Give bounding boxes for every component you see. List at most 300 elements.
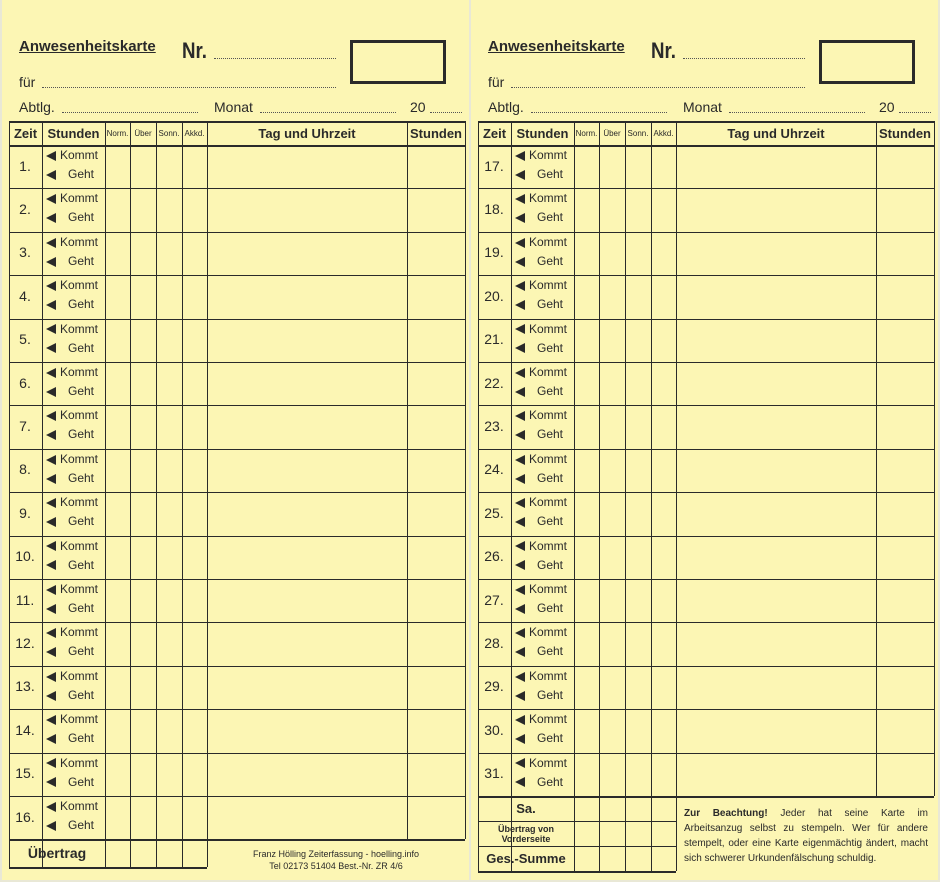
- column-divider: [407, 121, 408, 839]
- day-number: 12.: [15, 635, 35, 652]
- header-ueber: Über: [603, 128, 621, 138]
- column-divider: [676, 121, 677, 871]
- column-divider: [9, 121, 10, 867]
- kommt-label: Kommt: [60, 451, 99, 466]
- geht-stamp: [46, 775, 94, 789]
- geht-label: Geht: [537, 731, 564, 746]
- arrow-left-icon: [46, 194, 56, 204]
- day-number: 23.: [484, 418, 504, 435]
- kommt-stamp: [46, 408, 98, 422]
- arrow-left-icon: [515, 238, 525, 248]
- uebertrag-vorderseite-label: Übertrag von Vorderseite: [497, 823, 554, 844]
- time-grid-left: [9, 121, 465, 872]
- column-divider: [511, 121, 512, 871]
- kommt-stamp: [46, 582, 98, 596]
- arrow-left-icon: [46, 777, 56, 787]
- geht-label: Geht: [537, 427, 564, 442]
- nr-line[interactable]: [683, 58, 805, 59]
- arrow-left-icon: [46, 170, 56, 180]
- header-ueber: Über: [134, 128, 152, 138]
- header-akkd: Akkd.: [184, 128, 205, 138]
- day-row[interactable]: [9, 362, 465, 405]
- geht-stamp: [515, 297, 563, 311]
- header-tag-uhrzeit: Tag und Uhrzeit: [258, 125, 356, 141]
- geht-stamp: [46, 167, 94, 181]
- day-number: 18.: [484, 201, 504, 218]
- header-stunden-right: Stunden: [410, 125, 462, 141]
- header-akkd: Akkd.: [653, 128, 674, 138]
- column-divider: [182, 121, 183, 867]
- geht-label: Geht: [537, 297, 564, 312]
- arrow-left-icon: [515, 758, 525, 768]
- arrow-left-icon: [515, 672, 525, 682]
- kommt-stamp: [515, 495, 567, 509]
- geht-label: Geht: [68, 731, 95, 746]
- day-number: 8.: [19, 461, 31, 478]
- geht-label: Geht: [537, 340, 564, 355]
- day-row[interactable]: [478, 622, 934, 665]
- arrow-left-icon: [515, 628, 525, 638]
- arrow-left-icon: [46, 213, 56, 223]
- kommt-stamp: [515, 235, 567, 249]
- arrow-left-icon: [46, 734, 56, 744]
- arrow-left-icon: [46, 368, 56, 378]
- attendance-card-back: [471, 0, 938, 880]
- kommt-label: Kommt: [529, 365, 568, 379]
- kommt-label: Kommt: [529, 451, 568, 466]
- day-number: 19.: [484, 244, 504, 261]
- nr-box[interactable]: [350, 40, 446, 84]
- day-row[interactable]: [9, 536, 465, 579]
- arrow-left-icon: [515, 647, 525, 657]
- column-divider: [156, 121, 157, 867]
- kommt-stamp: [46, 148, 98, 162]
- arrow-left-icon: [515, 715, 525, 725]
- fuer-line[interactable]: [42, 87, 336, 88]
- geht-label: Geht: [537, 557, 564, 572]
- geht-label: Geht: [68, 384, 95, 398]
- geht-stamp: [46, 297, 94, 311]
- fuer-label: für: [19, 74, 36, 90]
- fuer-label: für: [488, 74, 505, 90]
- geht-label: Geht: [537, 384, 564, 398]
- kommt-label: Kommt: [529, 234, 568, 249]
- day-row[interactable]: [9, 492, 465, 535]
- geht-label: Geht: [537, 253, 564, 268]
- monat-line[interactable]: [729, 112, 865, 113]
- arrow-left-icon: [515, 387, 525, 397]
- header-zeit: Zeit: [482, 125, 507, 141]
- day-row[interactable]: [478, 536, 934, 579]
- year-prefix: 20: [879, 99, 895, 115]
- kommt-stamp: [46, 495, 98, 509]
- day-number: 16.: [15, 808, 35, 825]
- arrow-left-icon: [46, 455, 56, 465]
- arrow-left-icon: [515, 585, 525, 595]
- geht-stamp: [46, 818, 94, 832]
- column-divider: [651, 121, 652, 871]
- geht-label: Geht: [68, 687, 95, 702]
- geht-stamp: [515, 341, 563, 355]
- kommt-label: Kommt: [60, 278, 99, 293]
- header-norm: Norm.: [106, 128, 129, 138]
- geht-stamp: [515, 688, 563, 702]
- kommt-stamp: [46, 452, 98, 466]
- kommt-label: Kommt: [60, 234, 99, 249]
- header-zeit: Zeit: [13, 125, 38, 141]
- header-sonn: Sonn.: [627, 128, 649, 138]
- company-line2: Tel 02173 51404 Best.-Nr. ZR 4/6: [269, 861, 403, 872]
- geht-stamp: [46, 471, 94, 485]
- geht-label: Geht: [68, 644, 95, 659]
- geht-label: Geht: [68, 470, 95, 485]
- kommt-stamp: [515, 278, 567, 292]
- day-row[interactable]: [478, 275, 934, 318]
- geht-label: Geht: [537, 470, 564, 485]
- day-row[interactable]: [478, 362, 934, 405]
- geht-stamp: [515, 210, 563, 224]
- arrow-left-icon: [46, 715, 56, 725]
- geht-label: Geht: [68, 167, 95, 181]
- year-line[interactable]: [899, 112, 931, 113]
- day-number: 3.: [19, 244, 31, 261]
- geht-stamp: [515, 167, 563, 181]
- arrow-left-icon: [515, 430, 525, 440]
- arrow-left-icon: [515, 324, 525, 334]
- geht-label: Geht: [68, 557, 95, 572]
- notice-text: [684, 806, 928, 866]
- day-number: 9.: [19, 504, 31, 521]
- arrow-left-icon: [46, 604, 56, 614]
- day-number: 28.: [484, 635, 504, 652]
- day-row[interactable]: [9, 579, 465, 622]
- geht-label: Geht: [68, 253, 95, 268]
- arrow-left-icon: [515, 194, 525, 204]
- kommt-stamp: [515, 148, 567, 162]
- kommt-label: Kommt: [529, 755, 568, 770]
- day-row[interactable]: [478, 405, 934, 448]
- day-number: 7.: [19, 418, 31, 435]
- kommt-stamp: [515, 408, 567, 422]
- kommt-stamp: [46, 278, 98, 292]
- geht-label: Geht: [537, 514, 564, 529]
- day-row[interactable]: [478, 188, 934, 231]
- day-number: 10.: [15, 548, 35, 565]
- company-line1: Franz Hölling Zeiterfassung - hoelling.info: [252, 849, 420, 860]
- arrow-left-icon: [46, 430, 56, 440]
- notice-title: Zur Beachtung!: [684, 808, 768, 819]
- arrow-left-icon: [46, 517, 56, 527]
- kommt-stamp: [46, 322, 98, 336]
- header-stunden: Stunden: [47, 125, 100, 141]
- arrow-left-icon: [46, 821, 56, 831]
- column-divider: [934, 121, 935, 796]
- kommt-stamp: [46, 756, 98, 770]
- column-divider: [105, 121, 106, 867]
- geht-stamp: [515, 254, 563, 268]
- day-row[interactable]: [9, 145, 465, 188]
- geht-stamp: [46, 558, 94, 572]
- geht-stamp: [515, 384, 563, 398]
- geht-stamp: [515, 775, 563, 789]
- sa-label: Sa.: [516, 801, 536, 816]
- arrow-left-icon: [46, 691, 56, 701]
- geht-label: Geht: [68, 297, 95, 312]
- geht-stamp: [515, 731, 563, 745]
- day-row[interactable]: [478, 449, 934, 492]
- kommt-stamp: [46, 235, 98, 249]
- geht-label: Geht: [537, 167, 564, 181]
- kommt-label: Kommt: [60, 538, 99, 553]
- arrow-left-icon: [46, 257, 56, 267]
- abtlg-line[interactable]: [62, 112, 198, 113]
- kommt-label: Kommt: [60, 365, 99, 379]
- column-divider: [599, 121, 600, 871]
- kommt-stamp: [46, 799, 98, 813]
- day-row[interactable]: [9, 709, 465, 752]
- geht-label: Geht: [68, 601, 95, 615]
- kommt-stamp: [515, 756, 567, 770]
- day-number: 4.: [19, 287, 31, 304]
- geht-label: Geht: [537, 687, 564, 702]
- arrow-left-icon: [515, 604, 525, 614]
- geht-stamp: [46, 210, 94, 224]
- day-number: 5.: [19, 331, 31, 348]
- column-divider: [478, 121, 479, 871]
- arrow-left-icon: [515, 411, 525, 421]
- arrow-left-icon: [515, 474, 525, 484]
- kommt-label: Kommt: [529, 625, 568, 640]
- kommt-stamp: [515, 582, 567, 596]
- geht-stamp: [46, 514, 94, 528]
- kommt-label: Kommt: [529, 321, 568, 336]
- day-number: 14.: [15, 721, 35, 738]
- kommt-stamp: [46, 625, 98, 639]
- arrow-left-icon: [515, 368, 525, 378]
- kommt-stamp: [515, 191, 567, 205]
- day-row[interactable]: [9, 232, 465, 275]
- abtlg-label: Abtlg.: [19, 99, 55, 115]
- kommt-label: Kommt: [529, 712, 568, 727]
- arrow-left-icon: [515, 343, 525, 353]
- geht-label: Geht: [68, 774, 95, 789]
- day-number: 30.: [484, 721, 504, 738]
- geht-stamp: [515, 558, 563, 572]
- monat-label: Monat: [683, 99, 722, 115]
- day-row[interactable]: [9, 666, 465, 709]
- kommt-stamp: [515, 452, 567, 466]
- geht-stamp: [515, 427, 563, 441]
- day-number: 21.: [484, 331, 504, 348]
- abtlg-line[interactable]: [531, 112, 667, 113]
- kommt-label: Kommt: [60, 321, 99, 336]
- geht-label: Geht: [537, 601, 564, 615]
- kommt-stamp: [515, 625, 567, 639]
- geht-stamp: [46, 427, 94, 441]
- kommt-label: Kommt: [529, 148, 568, 162]
- kommt-label: Kommt: [60, 625, 99, 640]
- header-norm: Norm.: [575, 128, 598, 138]
- arrow-left-icon: [46, 585, 56, 595]
- kommt-stamp: [515, 539, 567, 553]
- kommt-label: Kommt: [529, 538, 568, 553]
- day-number: 29.: [484, 678, 504, 695]
- nr-box[interactable]: [819, 40, 915, 84]
- arrow-left-icon: [46, 281, 56, 291]
- fuer-line[interactable]: [511, 87, 805, 88]
- year-prefix: 20: [410, 99, 426, 115]
- nr-label: Nr.: [182, 38, 207, 63]
- header-stunden: Stunden: [516, 125, 569, 141]
- day-number: 17.: [484, 157, 504, 174]
- kommt-label: Kommt: [60, 668, 99, 683]
- column-divider: [207, 121, 208, 867]
- day-number: 25.: [484, 504, 504, 521]
- arrow-left-icon: [515, 455, 525, 465]
- header-stunden-right: Stunden: [879, 125, 931, 141]
- arrow-left-icon: [515, 300, 525, 310]
- kommt-label: Kommt: [529, 582, 568, 596]
- day-number: 13.: [15, 678, 35, 695]
- arrow-left-icon: [515, 498, 525, 508]
- nr-line[interactable]: [214, 58, 336, 59]
- geht-stamp: [46, 731, 94, 745]
- year-line[interactable]: [430, 112, 462, 113]
- geht-label: Geht: [68, 427, 95, 442]
- arrow-left-icon: [515, 213, 525, 223]
- attendance-card-front: [2, 0, 469, 880]
- geht-stamp: [46, 254, 94, 268]
- arrow-left-icon: [515, 281, 525, 291]
- day-row[interactable]: [9, 753, 465, 796]
- kommt-label: Kommt: [60, 191, 99, 206]
- kommt-stamp: [515, 322, 567, 336]
- monat-label: Monat: [214, 99, 253, 115]
- notice-body: Jeder hat seine Karte im Arbeitsanzug selbst zu stempeln. Wer für andere stempelt, oder eine Karte eigenmächtig ändert, macht sich schwerer Urkundenfälschung schuldig.: [684, 808, 929, 864]
- kommt-label: Kommt: [529, 191, 568, 206]
- arrow-left-icon: [46, 647, 56, 657]
- arrow-left-icon: [515, 560, 525, 570]
- column-divider: [625, 121, 626, 871]
- day-number: 22.: [484, 374, 504, 391]
- arrow-left-icon: [46, 498, 56, 508]
- day-row[interactable]: [9, 319, 465, 362]
- day-row[interactable]: [478, 753, 934, 796]
- arrow-left-icon: [46, 672, 56, 682]
- geht-stamp: [46, 688, 94, 702]
- kommt-stamp: [46, 365, 98, 379]
- day-row[interactable]: [9, 622, 465, 665]
- day-row[interactable]: [478, 666, 934, 709]
- geht-label: Geht: [537, 774, 564, 789]
- monat-line[interactable]: [260, 112, 396, 113]
- day-row[interactable]: [478, 319, 934, 362]
- arrow-left-icon: [46, 758, 56, 768]
- card-title: Anwesenheitskarte: [488, 38, 625, 55]
- column-divider: [42, 121, 43, 867]
- day-row[interactable]: [478, 232, 934, 275]
- kommt-label: Kommt: [60, 408, 99, 423]
- arrow-left-icon: [46, 628, 56, 638]
- day-number: 1.: [19, 157, 31, 174]
- arrow-left-icon: [46, 387, 56, 397]
- geht-stamp: [46, 341, 94, 355]
- geht-label: Geht: [537, 644, 564, 659]
- arrow-left-icon: [46, 151, 56, 161]
- geht-label: Geht: [68, 210, 95, 225]
- column-divider: [574, 121, 575, 871]
- day-number: 24.: [484, 461, 504, 478]
- day-number: 2.: [19, 201, 31, 218]
- header-tag-uhrzeit: Tag und Uhrzeit: [727, 125, 825, 141]
- arrow-left-icon: [515, 151, 525, 161]
- arrow-left-icon: [515, 777, 525, 787]
- geht-stamp: [46, 644, 94, 658]
- arrow-left-icon: [46, 802, 56, 812]
- kommt-stamp: [46, 712, 98, 726]
- kommt-stamp: [515, 365, 567, 379]
- geht-label: Geht: [68, 340, 95, 355]
- summary-bottom: [478, 871, 676, 873]
- arrow-left-icon: [515, 734, 525, 744]
- arrow-left-icon: [515, 257, 525, 267]
- geht-label: Geht: [537, 210, 564, 225]
- arrow-left-icon: [515, 170, 525, 180]
- column-divider: [130, 121, 131, 867]
- kommt-label: Kommt: [529, 495, 568, 510]
- day-row[interactable]: [9, 188, 465, 231]
- arrow-left-icon: [46, 238, 56, 248]
- column-divider: [876, 121, 877, 796]
- time-grid-right: [478, 121, 934, 871]
- kommt-label: Kommt: [60, 755, 99, 770]
- kommt-label: Kommt: [529, 278, 568, 293]
- day-number: 11.: [15, 591, 35, 608]
- kommt-label: Kommt: [60, 495, 99, 510]
- arrow-left-icon: [515, 541, 525, 551]
- kommt-stamp: [515, 712, 567, 726]
- kommt-label: Kommt: [60, 148, 99, 162]
- geht-label: Geht: [68, 514, 95, 529]
- day-row[interactable]: [478, 709, 934, 752]
- day-row[interactable]: [478, 579, 934, 622]
- day-row[interactable]: [478, 492, 934, 535]
- column-divider: [465, 121, 466, 839]
- geht-stamp: [46, 601, 94, 615]
- day-row[interactable]: [478, 145, 934, 188]
- day-number: 15.: [15, 765, 35, 782]
- day-number: 6.: [19, 374, 31, 391]
- arrow-left-icon: [46, 324, 56, 334]
- day-number: 26.: [484, 548, 504, 565]
- day-row[interactable]: [9, 275, 465, 318]
- day-number: 20.: [484, 287, 504, 304]
- kommt-stamp: [515, 669, 567, 683]
- header-sonn: Sonn.: [158, 128, 180, 138]
- arrow-left-icon: [515, 691, 525, 701]
- day-row[interactable]: [9, 796, 465, 839]
- ges-summe-label: Ges.-Summe: [486, 851, 566, 866]
- geht-stamp: [515, 644, 563, 658]
- kommt-label: Kommt: [60, 712, 99, 727]
- kommt-label: Kommt: [60, 582, 99, 596]
- day-row[interactable]: [9, 449, 465, 492]
- kommt-label: Kommt: [529, 408, 568, 423]
- uebertrag-bottom: [9, 867, 207, 869]
- kommt-label: Kommt: [60, 799, 99, 813]
- day-row[interactable]: [9, 405, 465, 448]
- kommt-stamp: [46, 669, 98, 683]
